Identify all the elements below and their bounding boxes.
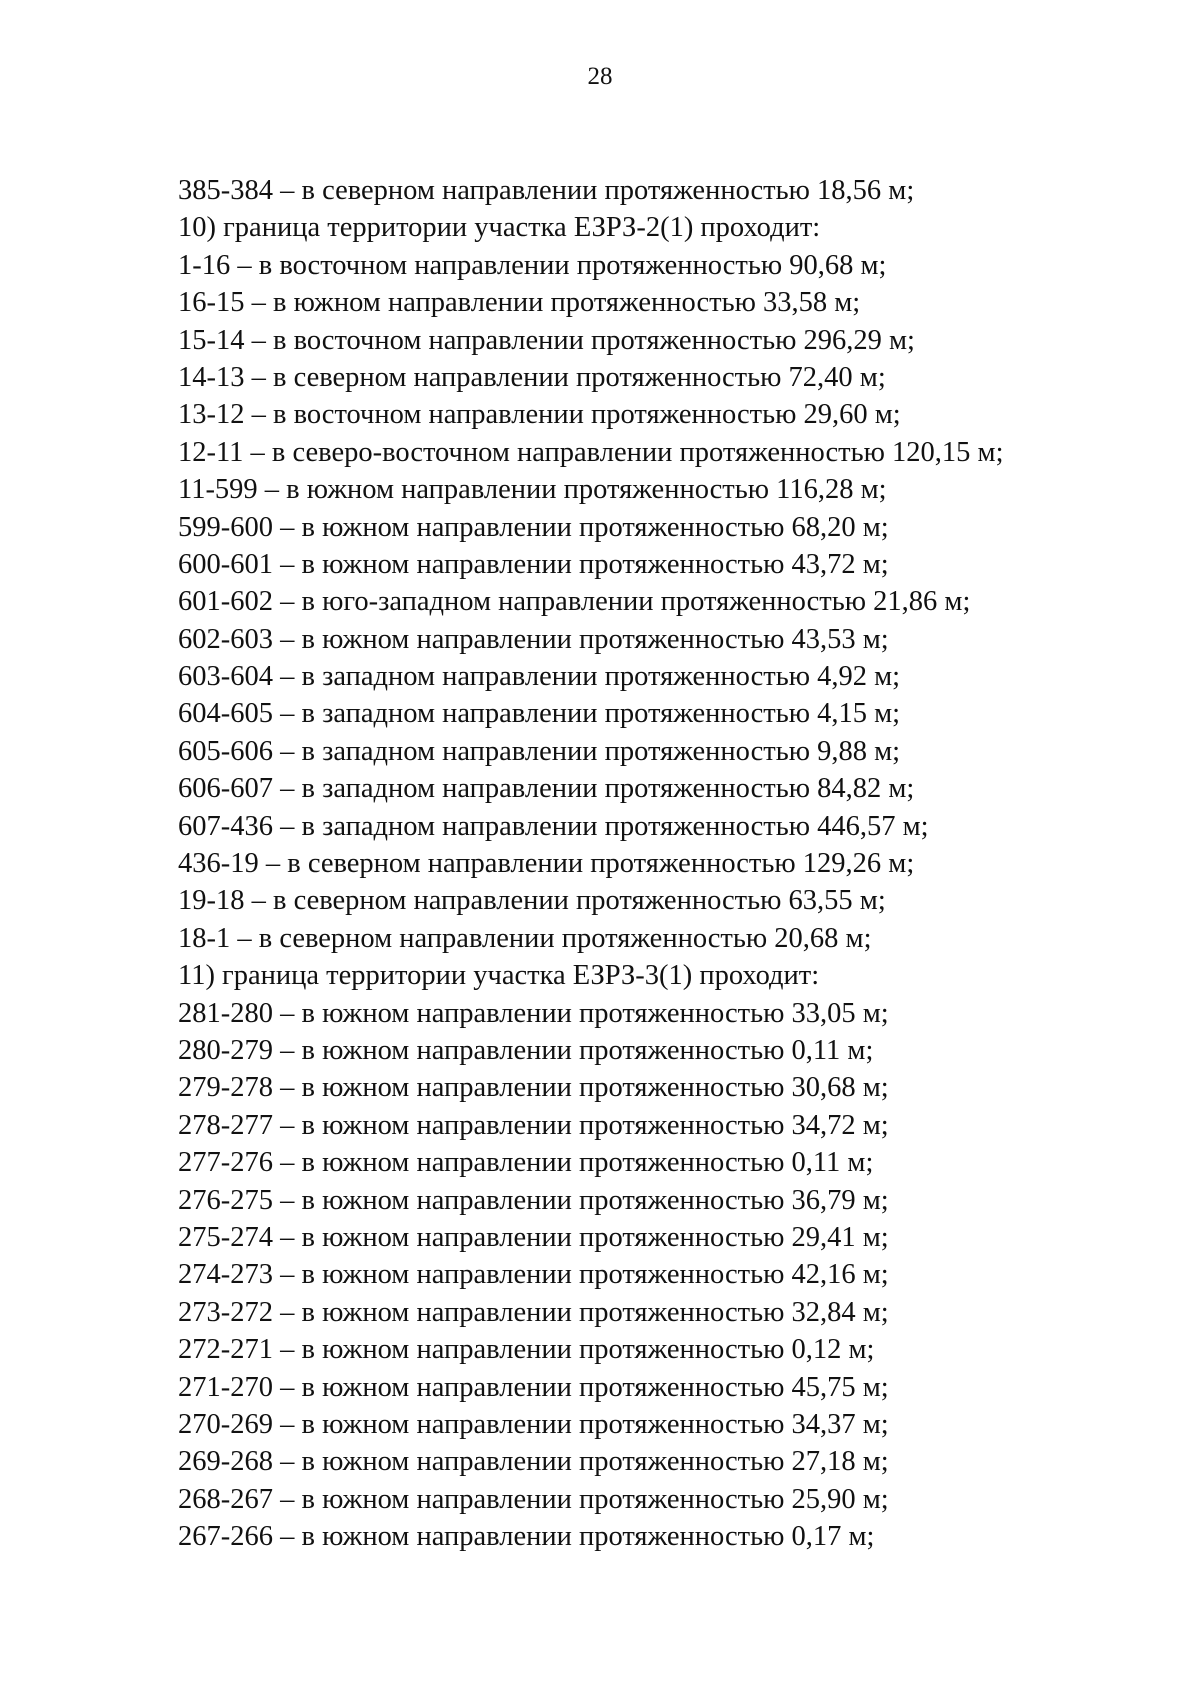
document-body [178,172,1158,1555]
text-line: 268-267 – в южном направлении протяженностью 25,90 м; [178,1483,889,1515]
text-line: 281-280 – в южном направлении протяженностью 33,05 м; [178,997,889,1029]
text-line: 275-274 – в южном направлении протяженностью 29,41 м; [178,1221,889,1253]
text-line: 277-276 – в южном направлении протяженностью 0,11 м; [178,1147,874,1179]
text-line: 15-14 – в восточном направлении протяженностью 296,29 м; [178,324,915,356]
text-line: 604-605 – в западном направлении протяженностью 4,15 м; [178,698,901,730]
page-number: 28 [587,63,613,90]
text-line: 267-266 – в южном направлении протяженностью 0,17 м; [178,1521,875,1553]
text-line: 602-603 – в южном направлении протяженностью 43,53 м; [178,623,889,655]
section-heading: 10) граница территории участка ЕЗРЗ-2(1) проходит: [178,212,821,244]
text-line: 279-278 – в южном направлении протяженностью 30,68 м; [178,1072,889,1104]
text-line: 270-269 – в южном направлении протяженностью 34,37 м; [178,1408,889,1440]
text-line: 14-13 – в северном направлении протяженностью 72,40 м; [178,361,886,393]
text-line: 13-12 – в восточном направлении протяженностью 29,60 м; [178,399,901,431]
text-line: 607-436 – в западном направлении протяженностью 446,57 м; [178,810,929,842]
text-line: 278-277 – в южном направлении протяженностью 34,72 м; [178,1109,889,1141]
text-line: 436-19 – в северном направлении протяженностью 129,26 м; [178,848,915,880]
text-line: 599-600 – в южном направлении протяженностью 68,20 м; [178,511,889,543]
text-line: 16-15 – в южном направлении протяженностью 33,58 м; [178,287,861,319]
text-line: 280-279 – в южном направлении протяженностью 0,11 м; [178,1034,874,1066]
text-line: 601-602 – в юго-западном направлении протяженностью 21,86 м; [178,586,971,618]
text-line: 18-1 – в северном направлении протяженностью 20,68 м; [178,922,872,954]
text-line: 269-268 – в южном направлении протяженностью 27,18 м; [178,1446,889,1478]
text-line: 385-384 – в северном направлении протяженностью 18,56 м; [178,175,915,206]
text-line: 19-18 – в северном направлении протяженностью 63,55 м; [178,885,886,917]
text-line: 273-272 – в южном направлении протяженностью 32,84 м; [178,1296,889,1328]
section-heading: 11) граница территории участка ЕЗРЗ-3(1) проходит: [178,960,820,992]
text-line: 12-11 – в северо-восточном направлении протяженностью 120,15 м; [178,436,1004,468]
text-line: 11-599 – в южном направлении протяженностью 116,28 м; [178,474,887,506]
text-line: 605-606 – в западном направлении протяженностью 9,88 м; [178,735,901,767]
text-line: 1-16 – в восточном направлении протяженностью 90,68 м; [178,249,887,281]
text-line: 271-270 – в южном направлении протяженностью 45,75 м; [178,1371,889,1403]
text-line: 603-604 – в западном направлении протяженностью 4,92 м; [178,661,901,693]
text-line: 274-273 – в южном направлении протяженностью 42,16 м; [178,1259,889,1291]
text-line: 606-607 – в западном направлении протяженностью 84,82 м; [178,773,915,805]
text-line: 600-601 – в южном направлении протяженностью 43,72 м; [178,548,889,580]
text-line: 272-271 – в южном направлении протяженностью 0,12 м; [178,1334,875,1366]
text-line: 276-275 – в южном направлении протяженностью 36,79 м; [178,1184,889,1216]
